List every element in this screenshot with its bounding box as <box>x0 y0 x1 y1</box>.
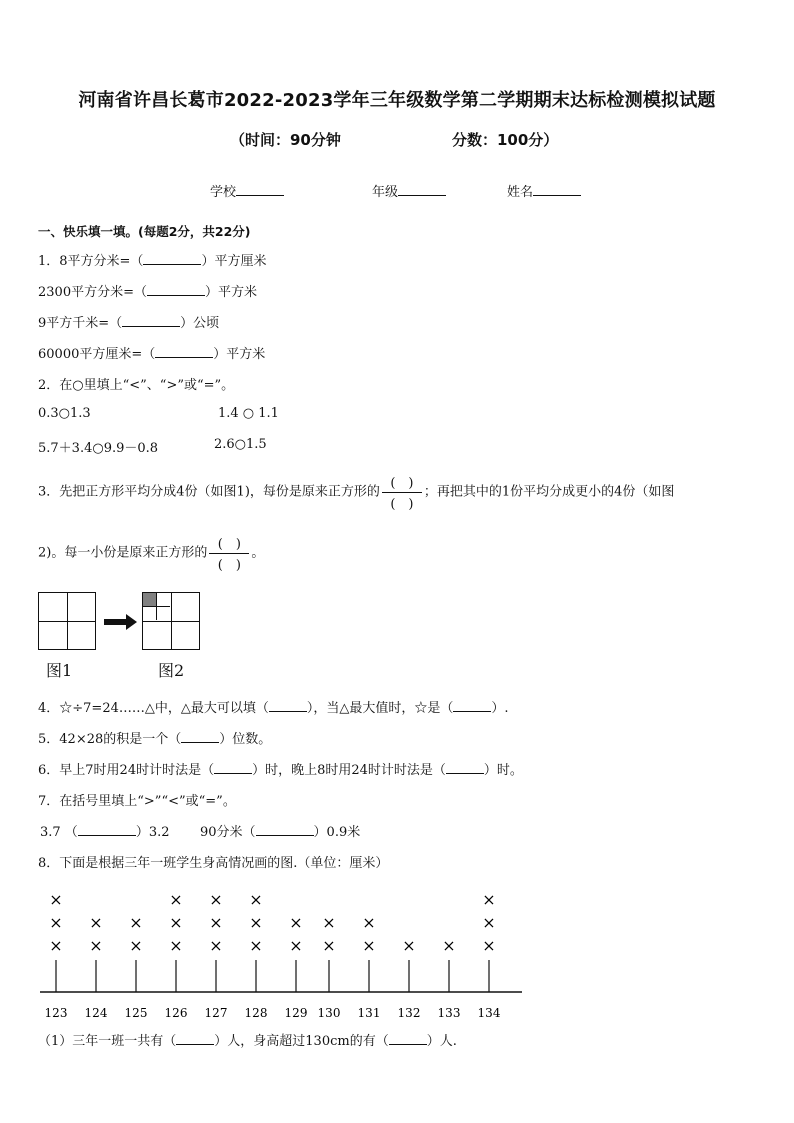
answer-blank[interactable] <box>176 1032 214 1045</box>
q2-c[interactable]: 5.7＋3.4○9.9－0.8 <box>38 441 159 456</box>
q8-sub1: （1）三年一班一共有（ ）人，身高超过130cm的有（ ）人. <box>38 1034 457 1049</box>
data-mark-x: × <box>169 890 183 909</box>
shaded-cell <box>143 593 157 607</box>
q3-line1: 3．先把正方形平均分成4份（如图1)，每份是原来正方形的 $\frac{( )}{( )}$ ；再把其中的1份平均分成更小的4份（如图 <box>38 476 675 512</box>
tick-label: 130 <box>317 1006 341 1020</box>
school-label: 学校 <box>210 185 237 200</box>
answer-blank[interactable] <box>446 761 484 774</box>
exam-time: （时间：90分钟 <box>230 131 341 149</box>
data-mark-x: × <box>249 913 263 932</box>
q6: 6．早上7时用24时计时法是（ ）时，晚上8时用24时计时法是（ ）时。 <box>38 763 523 778</box>
q7-a: 3.7 （ ）3.2 <box>40 825 170 840</box>
q2-a[interactable]: 0.3○1.3 <box>38 406 91 421</box>
q7-stem: 7．在括号里填上“>”“<”或“=”。 <box>38 794 236 809</box>
data-mark-x: × <box>322 936 336 955</box>
answer-blank[interactable] <box>143 252 201 265</box>
data-mark-x: × <box>129 913 143 932</box>
tick-label: 128 <box>244 1006 268 1020</box>
tick-label: 123 <box>44 1006 68 1020</box>
answer-blank[interactable] <box>269 699 307 712</box>
data-mark-x: × <box>362 913 376 932</box>
q2-stem: 2．在○里填上“<”、“>”或“=”。 <box>38 378 235 393</box>
q3-line2: 2)。每一小份是原来正方形的 $\frac{( )}{( )}$ 。 <box>38 537 265 573</box>
q2-d[interactable]: 2.6○1.5 <box>214 437 267 452</box>
data-mark-x: × <box>322 913 336 932</box>
data-mark-x: × <box>482 890 496 909</box>
fraction-answer[interactable]: $\frac{( )}{( )}$ <box>380 474 424 510</box>
q7-b: 90分米（ ）0.9米 <box>200 825 361 840</box>
data-mark-x: × <box>289 936 303 955</box>
tick-label: 125 <box>124 1006 148 1020</box>
data-mark-x: × <box>169 936 183 955</box>
data-mark-x: × <box>209 913 223 932</box>
section-heading: 一、快乐填一填。(每题2分，共22分) <box>38 224 251 239</box>
q5: 5．42×28的积是一个（ ）位数。 <box>38 732 272 747</box>
data-mark-x: × <box>89 913 103 932</box>
data-mark-x: × <box>249 936 263 955</box>
data-mark-x: × <box>209 936 223 955</box>
answer-blank[interactable] <box>453 699 491 712</box>
data-mark-x: × <box>402 936 416 955</box>
grade-label: 年级 <box>372 185 399 200</box>
answer-blank[interactable] <box>389 1032 427 1045</box>
answer-blank[interactable] <box>214 761 252 774</box>
data-mark-x: × <box>209 890 223 909</box>
data-mark-x: × <box>49 890 63 909</box>
exam-score: 分数：100分） <box>452 131 559 149</box>
q1-c: 9平方千米=（ ）公顷 <box>38 316 220 331</box>
data-mark-x: × <box>289 913 303 932</box>
q2-b[interactable]: 1.4 ○ 1.1 <box>218 406 279 421</box>
grade-field[interactable] <box>372 181 446 200</box>
tick-label: 134 <box>477 1006 501 1020</box>
figure-2-square <box>142 592 200 650</box>
tick-label: 129 <box>284 1006 308 1020</box>
page-title: 河南省许昌长葛市2022-2023学年三年级数学第二学期期末达标检测模拟试题 <box>78 90 716 111</box>
tick-label: 126 <box>164 1006 188 1020</box>
data-mark-x: × <box>482 936 496 955</box>
tick-label: 132 <box>397 1006 421 1020</box>
q4: 4．☆÷7=24……△中，△最大可以填（ ），当△最大值时，☆是（ ）. <box>38 701 509 716</box>
answer-blank[interactable] <box>155 345 213 358</box>
data-mark-x: × <box>89 936 103 955</box>
answer-blank[interactable] <box>78 823 136 836</box>
data-mark-x: × <box>249 890 263 909</box>
school-field[interactable] <box>210 181 284 200</box>
q1-d: 60000平方厘米=（ ）平方米 <box>38 347 266 362</box>
data-mark-x: × <box>169 913 183 932</box>
figure-2-caption: 图2 <box>158 661 185 680</box>
data-mark-x: × <box>129 936 143 955</box>
q8-stem: 8．下面是根据三年一班学生身高情况画的图.（单位：厘米） <box>38 856 389 871</box>
data-mark-x: × <box>442 936 456 955</box>
figure-1-caption: 图1 <box>46 661 73 680</box>
data-mark-x: × <box>362 936 376 955</box>
data-mark-x: × <box>482 913 496 932</box>
data-mark-x: × <box>49 913 63 932</box>
fraction-answer[interactable]: $\frac{( )}{( )}$ <box>207 535 251 571</box>
tick-label: 127 <box>204 1006 228 1020</box>
name-field[interactable] <box>507 181 581 200</box>
q1-a: 1．8平方分米=（ ）平方厘米 <box>38 254 267 269</box>
tick-label: 131 <box>357 1006 381 1020</box>
data-mark-x: × <box>49 936 63 955</box>
tick-label: 133 <box>437 1006 461 1020</box>
tick-label: 124 <box>84 1006 108 1020</box>
answer-blank[interactable] <box>181 730 219 743</box>
q1-b: 2300平方分米=（ ）平方米 <box>38 285 257 300</box>
answer-blank[interactable] <box>122 314 180 327</box>
name-label: 姓名 <box>507 185 534 200</box>
answer-blank[interactable] <box>256 823 314 836</box>
figure-1-square <box>38 592 96 650</box>
arrow-right-icon <box>104 614 138 630</box>
answer-blank[interactable] <box>147 283 205 296</box>
height-dot-plot <box>0 880 794 1030</box>
